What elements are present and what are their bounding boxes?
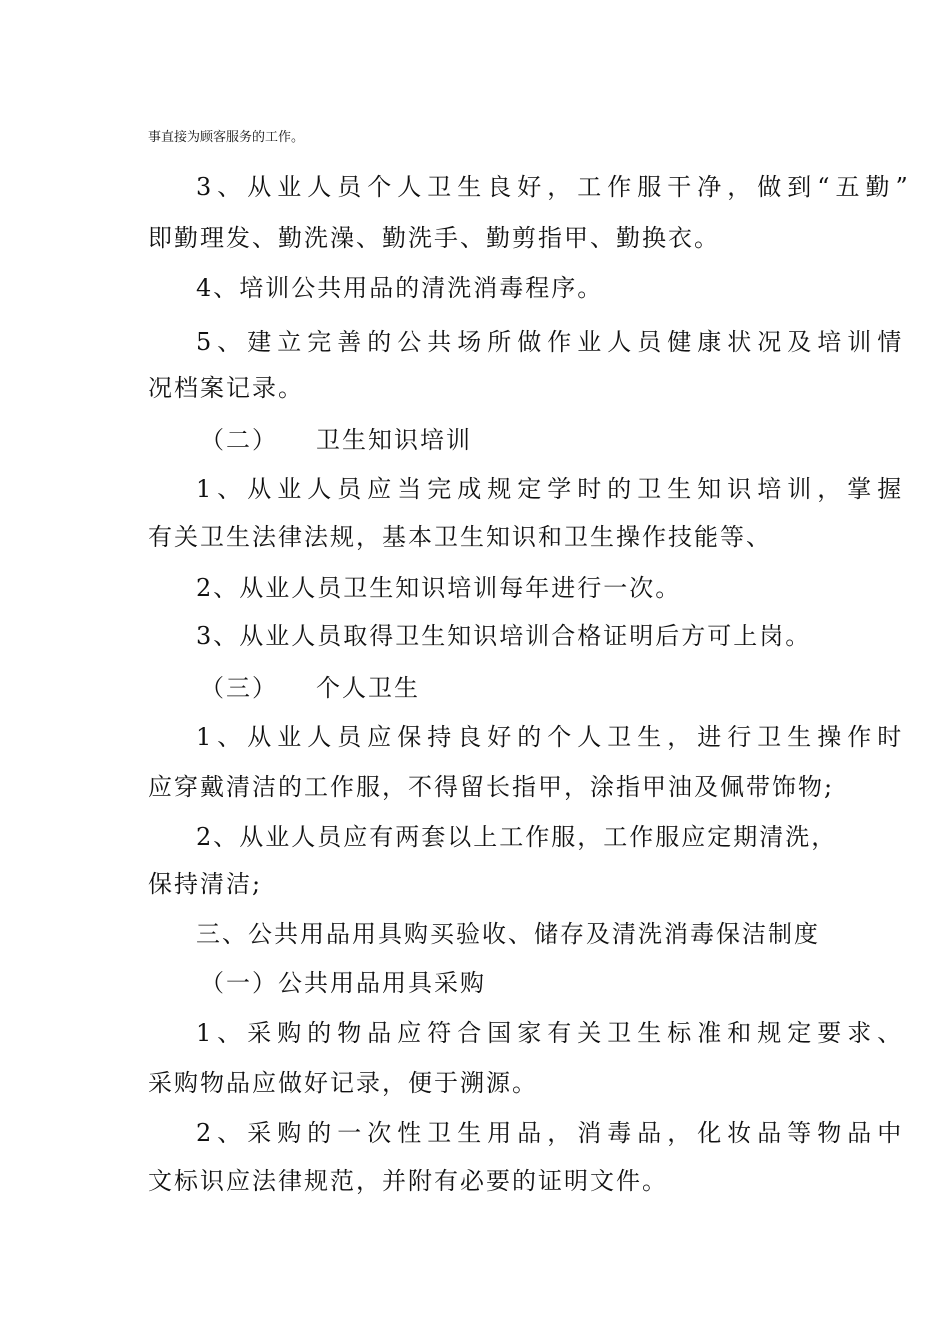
section-heading: [200, 425, 472, 455]
text-line: 1、从业人员应当完成规定学时的卫生知识培训，掌握: [196, 475, 908, 503]
section-title: 个人卫生: [316, 674, 420, 702]
text-line: 应穿戴清洁的工作服，不得留长指甲，涂指甲油及佩带饰物;: [148, 773, 835, 801]
text-line: 5、建立完善的公共场所做作业人员健康状况及培训情: [196, 328, 908, 356]
section-number: （三）: [200, 674, 278, 702]
text-line: 保持清洁;: [148, 870, 263, 898]
text-line: 2、从业人员应有两套以上工作服，工作服应定期清洗，: [196, 823, 838, 851]
section-heading: （一）公共用品用具采购: [200, 969, 486, 997]
text-line: 事直接为顾客服务的工作。: [148, 130, 305, 145]
section-title: 卫生知识培训: [316, 426, 472, 454]
text-line: 2、从业人员卫生知识培训每年进行一次。: [196, 574, 682, 602]
text-line: 三、公共用品用具购买验收、储存及清洗消毒保洁制度: [196, 920, 820, 948]
text-line: 1、从业人员应保持良好的个人卫生，进行卫生操作时: [196, 723, 908, 751]
section-number: （二）: [200, 426, 278, 454]
text-line: 文标识应法律规范，并附有必要的证明文件。: [148, 1167, 668, 1195]
text-line: 2、采购的一次性卫生用品，消毒品，化妆品等物品中: [196, 1119, 908, 1147]
text-line: 有关卫生法律法规，基本卫生知识和卫生操作技能等、: [148, 523, 772, 551]
text-line: 1、采购的物品应符合国家有关卫生标准和规定要求、: [196, 1019, 908, 1047]
text-line: 3、从业人员个人卫生良好，工作服干净，做到“五勤”: [196, 173, 914, 201]
text-line: 4、培训公共用品的清洗消毒程序。: [196, 274, 604, 302]
section-heading: [200, 673, 420, 703]
text-line: 3、从业人员取得卫生知识培训合格证明后方可上岗。: [196, 622, 812, 650]
text-line: 即勤理发、勤洗澡、勤洗手、勤剪指甲、勤换衣。: [148, 224, 720, 252]
text-line: 况档案记录。: [148, 374, 304, 402]
text-line: 采购物品应做好记录，便于溯源。: [148, 1069, 538, 1097]
